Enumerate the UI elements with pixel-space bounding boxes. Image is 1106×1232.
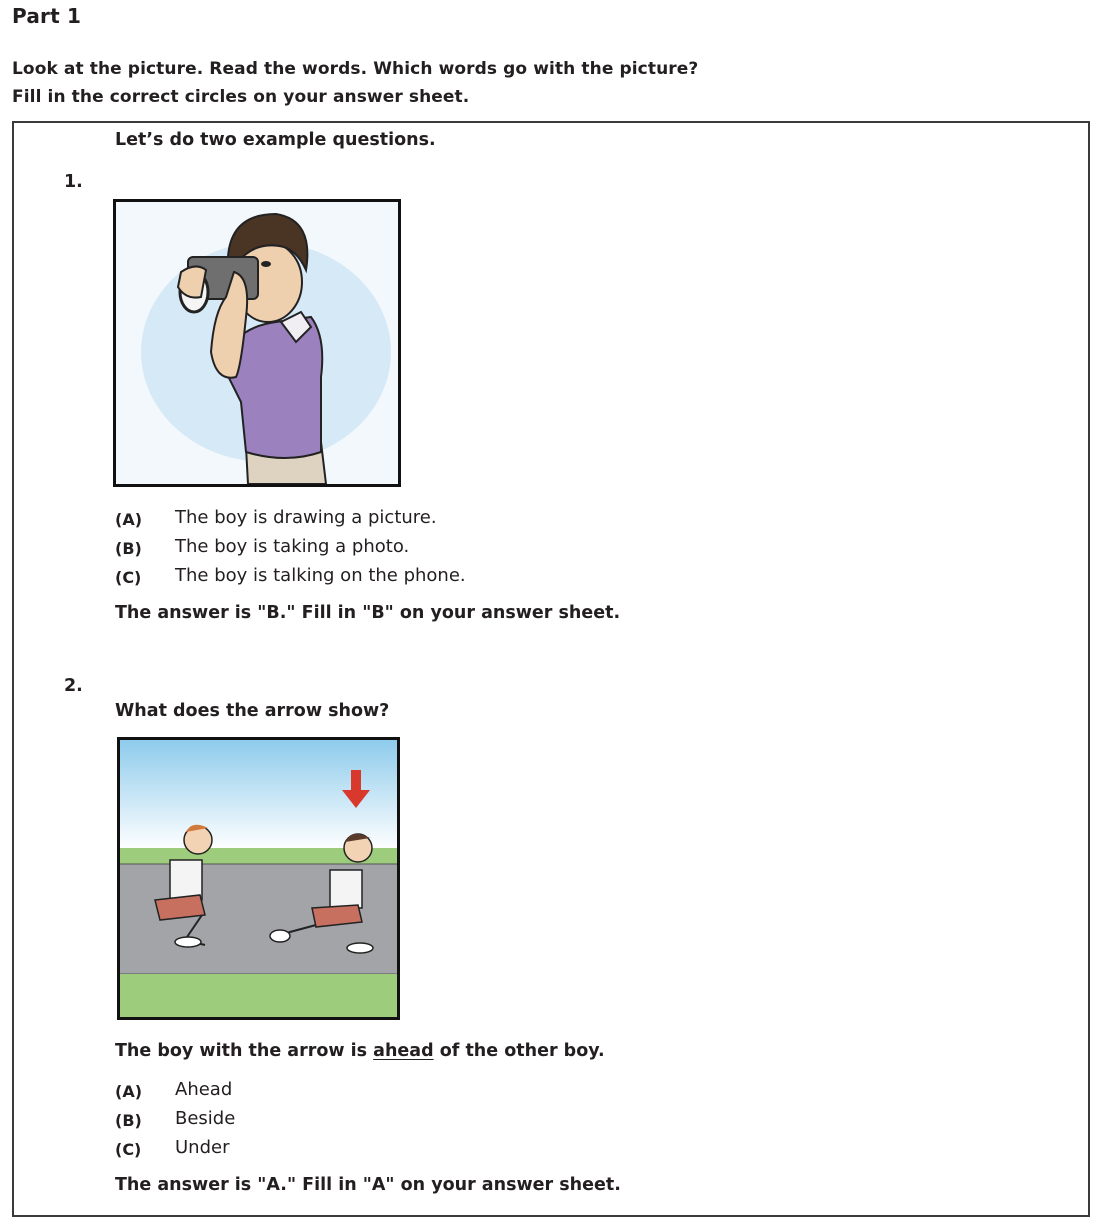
arrow-icon <box>351 770 361 792</box>
q2-option-a-text: Ahead <box>175 1079 233 1100</box>
q1-answer-text: The answer is "B." Fill in "B" on your answer sheet. <box>115 603 621 623</box>
q1-option-b-letter: (B) <box>115 539 142 558</box>
statement-after: of the other boy. <box>433 1041 605 1061</box>
q2-option-c-text: Under <box>175 1137 230 1158</box>
running-boys-illustration <box>120 740 397 1017</box>
q2-option-b-text: Beside <box>175 1108 236 1129</box>
intro-text: Let’s do two example questions. <box>115 130 436 150</box>
q1-option-b-text: The boy is taking a photo. <box>175 536 410 557</box>
q1-option-a-text: The boy is drawing a picture. <box>175 507 437 528</box>
instruction-line-2: Fill in the correct circles on your answer sheet. <box>12 87 470 107</box>
q2-option-a-letter: (A) <box>115 1082 143 1101</box>
q2-prompt: What does the arrow show? <box>115 701 390 721</box>
statement-underlined-word: ahead <box>373 1041 434 1061</box>
question-1-number: 1. <box>64 172 83 192</box>
part-title: Part 1 <box>12 4 82 28</box>
question-2-number: 2. <box>64 676 83 696</box>
question-1-picture <box>113 199 401 487</box>
q1-option-c-text: The boy is talking on the phone. <box>175 565 466 586</box>
q1-option-c-letter: (C) <box>115 568 142 587</box>
q1-option-a-letter: (A) <box>115 510 143 529</box>
question-2-picture <box>117 737 400 1020</box>
statement-before: The boy with the arrow is <box>115 1041 374 1061</box>
q2-option-b-letter: (B) <box>115 1111 142 1130</box>
q2-statement <box>115 1041 605 1061</box>
q2-answer-text: The answer is "A." Fill in "A" on your answer sheet. <box>115 1175 621 1195</box>
boy-camera-illustration <box>116 202 398 484</box>
q2-option-c-letter: (C) <box>115 1140 142 1159</box>
instruction-line-1: Look at the picture. Read the words. Which words go with the picture? <box>12 59 699 79</box>
